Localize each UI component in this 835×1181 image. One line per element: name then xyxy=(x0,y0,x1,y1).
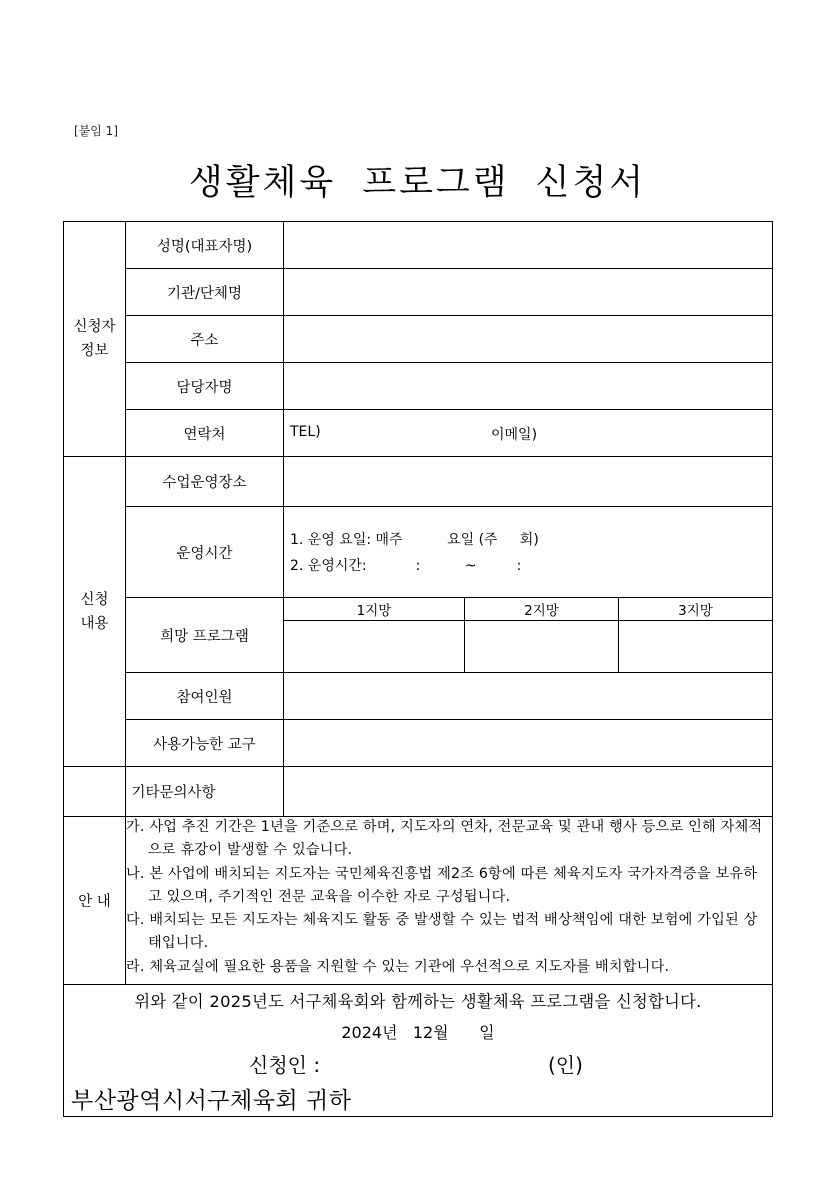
contact-field[interactable] xyxy=(284,410,772,456)
addressee: 부산광역시서구체육회 귀하 xyxy=(71,1088,352,1114)
name-field[interactable] xyxy=(284,222,772,268)
notice-item: 다. 배치되는 모든 지도자는 체육지도 활동 중 발생할 수 있는 법적 배상책임에 대한 보험에 가입된 상태입니다. xyxy=(126,912,758,952)
choice-1-header: 1지망 xyxy=(356,603,392,619)
program-label: 희망 프로그램 xyxy=(160,628,249,645)
choice-3-field[interactable] xyxy=(619,621,772,672)
notice-item: 나. 본 사업에 배치되는 지도자는 국민체육진흥법 제2조 6항에 따른 체육지도자 국가자격증을 보유하고 있으며, 주기적인 전문 교육을 이수한 자로 구성됩니다. xyxy=(126,865,758,905)
manager-field[interactable] xyxy=(284,363,772,409)
choice-1-field[interactable] xyxy=(284,621,464,672)
address-label: 주소 xyxy=(190,332,219,349)
participants-field[interactable] xyxy=(284,673,772,719)
notice-list xyxy=(126,816,770,979)
notice-item: 가. 사업 추진 기간은 1년을 기준으로 하며, 지도자의 연차, 전문교육 및 관내 행사 등으로 인해 자체적으로 휴강이 발생할 수 있습니다. xyxy=(126,819,763,859)
other-inquiries-field[interactable] xyxy=(284,767,772,816)
other-inquiries-label: 기타문의사항 xyxy=(131,785,216,801)
application-form xyxy=(63,221,773,1117)
equipment-field[interactable] xyxy=(284,720,772,766)
time-line-hours: 2. 운영시간: : ~ : xyxy=(290,558,522,574)
page-title: 생활체육 프로그램 신청서 xyxy=(188,163,647,203)
choice-3-header: 3지망 xyxy=(678,603,713,619)
notice-label: 안 내 xyxy=(78,894,111,910)
address-field[interactable] xyxy=(284,316,772,362)
manager-label: 담당자명 xyxy=(176,379,233,396)
time-field[interactable] xyxy=(284,507,772,597)
organization-label: 기관/단체명 xyxy=(167,285,242,302)
email-prefix: 이메일) xyxy=(491,427,538,443)
equipment-label: 사용가능한 교구 xyxy=(153,736,256,753)
venue-field[interactable] xyxy=(284,457,772,506)
choice-2-field[interactable] xyxy=(465,621,618,672)
time-line-days: 1. 운영 요일: 매주 요일 (주 회) xyxy=(290,532,539,548)
section-request-details: 신청 내용 xyxy=(80,591,109,632)
organization-field[interactable] xyxy=(284,269,772,315)
participants-label: 참여인원 xyxy=(176,689,233,706)
attachment-label: [붙임 1] xyxy=(74,124,118,138)
applicant-signature-label: 신청인 : xyxy=(249,1053,321,1077)
choice-2-header: 2지망 xyxy=(524,603,559,619)
seal-mark: (인) xyxy=(548,1053,583,1077)
declaration-date: 2024년 12월 일 xyxy=(341,1023,495,1042)
notice-item: 라. 체육교실에 필요한 용품을 지원할 수 있는 기관에 우선적으로 지도자를 배치합니다. xyxy=(126,958,670,975)
contact-label: 연락처 xyxy=(183,426,226,443)
name-label: 성명(대표자명) xyxy=(156,238,253,255)
venue-label: 수업운영장소 xyxy=(162,475,247,491)
declaration-statement: 위와 같이 2025년도 서구체육회와 함께하는 생활체육 프로그램을 신청합니다. xyxy=(134,992,702,1011)
time-label: 운영시간 xyxy=(176,545,233,562)
tel-prefix: TEL) xyxy=(290,424,321,440)
section-applicant-info: 신청자 정보 xyxy=(73,319,116,359)
